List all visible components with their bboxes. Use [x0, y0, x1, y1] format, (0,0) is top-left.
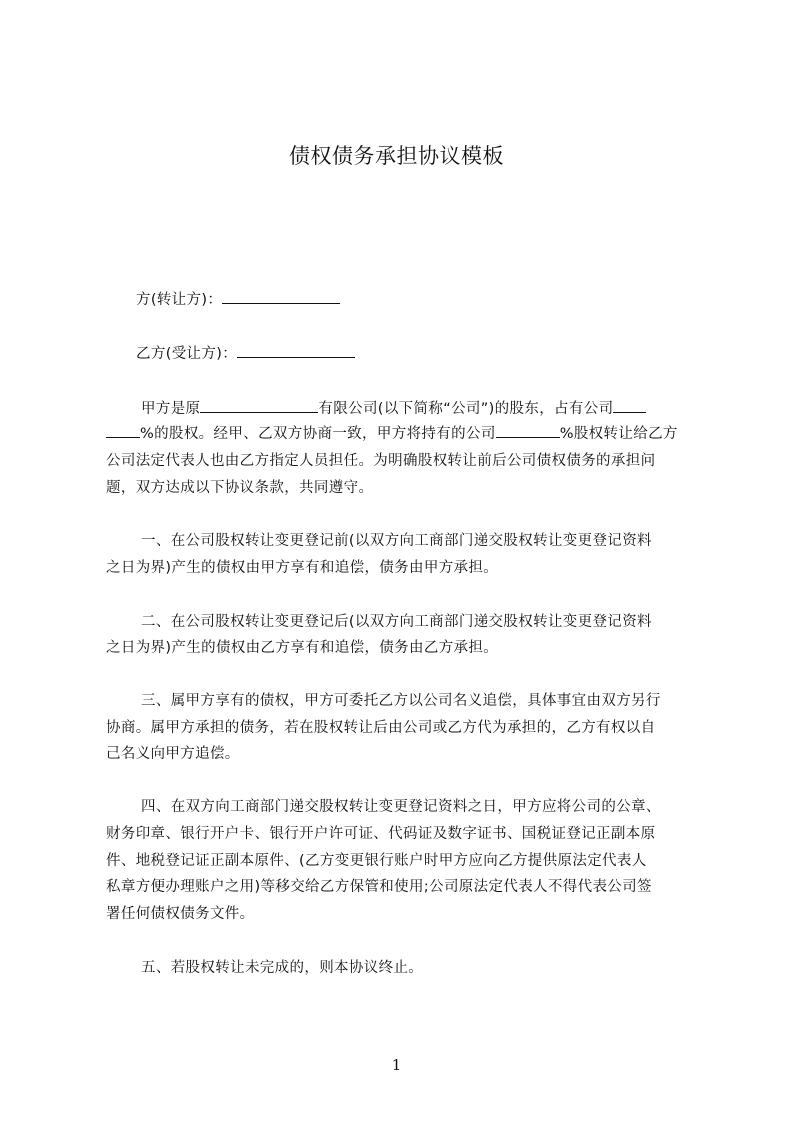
- clause-4-line-2: 财务印章、银行开户卡、银行开户许可证、代码证及数字证书、国税证登记正副本原: [106, 826, 656, 842]
- intro-line-1: [141, 398, 646, 420]
- clause-2-line-2: 之日为界)产生的债权由乙方享有和追偿，债务由乙方承担。: [106, 640, 499, 656]
- clause-3-line-3: 己名义向甲方追偿。: [106, 746, 240, 762]
- intro-line-3: 公司法定代表人也由乙方指定人员担任。为明确股权转让前后公司债权债务的承担问: [106, 453, 656, 469]
- intro-text: %股权转让给乙方: [559, 426, 678, 442]
- intro-text: 甲方是原: [141, 401, 201, 417]
- party-a-label: 方(转让方)：: [136, 292, 223, 308]
- party-b-line: [136, 343, 355, 365]
- clause-1-line-2: 之日为界)产生的债权由甲方享有和追偿，债务由甲方承担。: [106, 560, 499, 576]
- company-name-blank[interactable]: [200, 398, 318, 413]
- intro-line-2: [106, 423, 678, 445]
- intro-text: 有限公司(以下简称“公司”)的股东，占有公司: [318, 401, 614, 417]
- clause-3-line-2: 协商。属甲方承担的债务，若在股权转让后由公司或乙方代为承担的，乙方有权以自: [106, 720, 656, 736]
- page-number: 1: [391, 1056, 402, 1074]
- clause-4-line-1: 四、在双方向工商部门递交股权转让变更登记资料之日，甲方应将公司的公章、: [141, 799, 661, 815]
- intro-text: %的股权。经甲、乙双方协商一致，甲方将持有的公司: [140, 426, 496, 442]
- clause-2-line-1: 二、在公司股权转让变更登记后(以双方向工商部门递交股权转让变更登记资料: [141, 614, 652, 630]
- clause-4-line-5: 署任何债权债务文件。: [106, 906, 255, 922]
- shareholding-blank[interactable]: [613, 398, 646, 413]
- clause-4-line-4: 私章方便办理账户之用)等移交给乙方保管和使用;公司原法定代表人不得代表公司签: [106, 879, 652, 895]
- clause-3-line-1: 三、属甲方享有的债权，甲方可委托乙方以公司名义追偿，具体事宜由双方另行: [141, 693, 661, 709]
- party-b-blank[interactable]: [237, 343, 355, 358]
- shareholding-blank-continued[interactable]: [106, 423, 140, 438]
- clause-5-line-1: 五、若股权转让未完成的，则本协议终止。: [141, 960, 424, 976]
- party-a-line: [136, 289, 340, 311]
- party-b-label: 乙方(受让方)：: [136, 346, 238, 362]
- transfer-percent-blank[interactable]: [496, 423, 560, 438]
- intro-line-4: 题，双方达成以下协议条款，共同遵守。: [106, 480, 374, 496]
- clause-4-line-3: 件、地税登记证正副本原件、(乙方变更银行账户时甲方应向乙方提供原法定代表人: [106, 853, 647, 869]
- document-title: 债权债务承担协议模板: [289, 144, 504, 168]
- clause-1-line-1: 一、在公司股权转让变更登记前(以双方向工商部门递交股权转让变更登记资料: [141, 533, 652, 549]
- party-a-blank[interactable]: [222, 289, 340, 304]
